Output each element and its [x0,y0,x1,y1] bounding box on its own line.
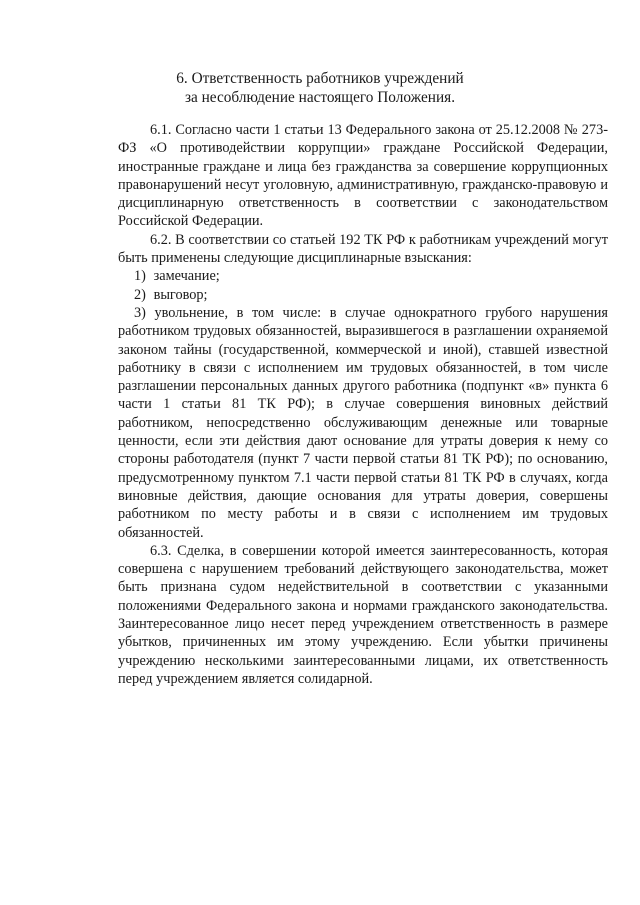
list-item-3: 3) увольнение, в том числе: в случае однократного грубого нарушения работником трудовых обязанностей, выразившегося в разглашении охраняемой законом тайны (государственной, коммерческой и иной), ставшей известной работнику в связи с исполнением им трудовых обязанностей, в том числе разглашении персональных данных другого работника (подпункт «в» пункта 6 части 1 статьи 81 ТК РФ); в случае совершения виновных действий работником, непосредственно обслуживающим денежные или товарные ценности, если эти действия дают основание для утраты доверия к нему со стороны работодателя (пункт 7 части первой статьи 81 ТК РФ); по основанию, предусмотренному пунктом 7.1 части первой статьи 81 ТК РФ в случаях, когда виновные действия, дающие основания для утраты доверия, совершены работником по месту работы и в связи с исполнением им трудовых обязанностей. [118,304,608,541]
section-body [118,121,608,688]
paragraph-6-2: 6.2. В соответствии со статьей 192 ТК РФ к работникам учреждений могут быть применены следующие дисциплинарные взыскания: [118,231,608,267]
list-item-2 [118,286,608,304]
list-item-number: 1) [134,268,146,285]
paragraph-6-1: 6.1. Согласно части 1 статьи 13 Федерального закона от 25.12.2008 № 273-ФЗ «О противодействии коррупции» граждане Российской Федерации, иностранные граждане и лица без гражданства за совершение коррупционных правонарушений несут уголовную, административную, гражданско-правовую и дисциплинарную ответственность в соответствии с законодательством Российской Федерации. [118,122,608,230]
paragraph-6-3: 6.3. Сделка, в совершении которой имеется заинтересованность, которая совершена с нарушением требований действующего законодательства, может быть признана судом недействительной в соответствии с указанными положениями Федерального закона и нормами гражданского законодательства. Заинтересованное лицо несет перед учреждением ответственность в размере убытков, причиненных им этому учреждению. Если убытки причинены учреждению несколькими заинтересованными лицами, их ответственность перед учреждением является солидарной. [118,542,608,687]
section-title-line1: 6. Ответственность работников учреждений [176,70,464,87]
list-item-text: замечание; [153,268,220,285]
section-title-line2: за несоблюдение настоящего Положения. [184,89,456,106]
list-item-number: 2) [134,286,146,303]
list-item-1 [118,267,608,285]
list-item-text: выговор; [153,286,208,303]
